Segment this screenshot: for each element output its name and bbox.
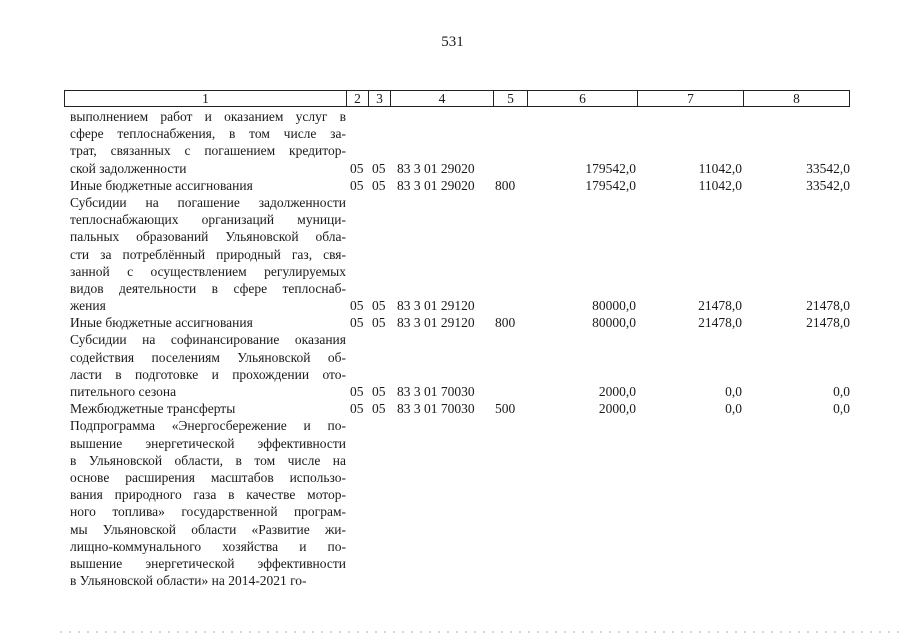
amount-col-7: 21478,0 (698, 298, 742, 314)
expense-type-code: 500 (495, 401, 516, 417)
row-name-line: видов деятельности в сфере теплоснаб- (70, 280, 346, 296)
row-name-line: лищно-коммунального хозяйства и по- (70, 538, 346, 554)
row-name-line: Иные бюджетные ассигнования (70, 315, 253, 331)
table-row (70, 177, 850, 194)
amount-col-8: 0,0 (833, 401, 850, 417)
row-name-line: содействия поселениям Ульяновской об- (70, 349, 346, 365)
table-row (70, 417, 850, 589)
header-col-3: 3 (368, 91, 390, 106)
row-name-line: ласти в подготовке и прохождении ото- (70, 366, 346, 382)
expense-type-code: 800 (495, 177, 516, 193)
section-code: 05 (350, 315, 364, 331)
subsection-code: 05 (372, 384, 386, 399)
target-article-code: 83 3 01 29120 (397, 315, 475, 331)
row-name-line: Межбюджетные трансферты (70, 401, 236, 417)
target-article-code: 83 3 01 29020 (397, 177, 475, 193)
header-col-5: 5 (493, 91, 527, 106)
header-col-6: 6 (527, 91, 637, 106)
expense-type-code: 800 (495, 315, 516, 331)
amount-col-8: 0,0 (833, 384, 850, 399)
row-values (70, 400, 850, 417)
row-name-line: теплоснабжающих организаций муници- (70, 212, 346, 228)
target-article-code: 83 3 01 70030 (397, 384, 475, 399)
table-body (70, 108, 850, 589)
amount-col-8: 21478,0 (806, 315, 850, 331)
header-col-1: 1 (202, 91, 209, 106)
table-row (70, 400, 850, 417)
amount-col-8: 33542,0 (806, 177, 850, 193)
row-name-line: трат, связанных с погашением кредитор- (70, 143, 346, 159)
page-number: 531 (441, 34, 464, 50)
target-article-code: 83 3 01 29020 (397, 160, 475, 176)
table-row (70, 314, 850, 331)
row-values (70, 160, 850, 177)
row-name-line: Иные бюджетные ассигнования (70, 177, 253, 193)
row-name-line: в Ульяновской области, в том числе на (70, 452, 346, 468)
table-row (70, 108, 850, 177)
target-article-code: 83 3 01 70030 (397, 401, 475, 417)
amount-col-7: 0,0 (725, 384, 742, 399)
amount-col-8: 33542,0 (806, 160, 850, 176)
row-name-line: занной с осуществлением регулируемых (70, 263, 346, 279)
table-row (70, 331, 850, 400)
row-values (70, 177, 850, 194)
header-col-8: 8 (743, 91, 849, 106)
row-name-line: мы Ульяновской области «Развитие жи- (70, 521, 346, 537)
row-name-line: вышение энергетической эффективности (70, 555, 346, 571)
amount-col-6: 80000,0 (592, 315, 636, 331)
subsection-code: 05 (372, 160, 386, 176)
row-name-line: ской задолженности (70, 160, 187, 176)
section-code: 05 (350, 384, 364, 399)
target-article-code: 83 3 01 29120 (397, 298, 475, 314)
row-name-line: пительного сезона (70, 384, 177, 399)
row-name-line: основе расширения масштабов использо- (70, 469, 346, 485)
row-name-line: вышение энергетической эффективности (70, 435, 346, 451)
amount-col-7: 0,0 (725, 401, 742, 417)
subsection-code: 05 (372, 298, 386, 314)
amount-col-6: 2000,0 (598, 384, 636, 399)
section-code: 05 (350, 160, 364, 176)
subsection-code: 05 (372, 177, 386, 193)
amount-col-7: 21478,0 (698, 315, 742, 331)
header-col-7: 7 (637, 91, 743, 106)
row-name-line: пальных образований Ульяновской обла- (70, 229, 346, 245)
amount-col-6: 179542,0 (585, 160, 636, 176)
row-name-line: Субсидии на погашение задолженности (70, 194, 346, 210)
amount-col-6: 2000,0 (598, 401, 636, 417)
header-col-4: 4 (390, 91, 493, 106)
row-name-line: сфере теплоснабжения, в том числе за- (70, 126, 346, 142)
subsection-code: 05 (372, 401, 386, 417)
header-col-2: 2 (346, 91, 368, 106)
scan-artifact (60, 631, 905, 633)
amount-col-7: 11042,0 (698, 177, 742, 193)
row-name-line: вания природного газа в качестве мотор- (70, 487, 346, 503)
amount-col-6: 80000,0 (592, 298, 636, 314)
section-code: 05 (350, 401, 364, 417)
amount-col-6: 179542,0 (585, 177, 636, 193)
row-name-line: сти за потреблённый природный газ, свя- (70, 246, 346, 262)
section-code: 05 (350, 298, 364, 314)
row-name-line: Подпрограмма «Энергосбережение и по- (70, 418, 346, 434)
row-name (70, 417, 346, 589)
row-name-line: ного топлива» государственной програм- (70, 504, 346, 520)
row-values (70, 572, 850, 589)
table-row (70, 194, 850, 314)
table-header (64, 90, 850, 107)
row-values (70, 297, 850, 314)
row-values (70, 383, 850, 400)
amount-col-8: 21478,0 (806, 298, 850, 314)
subsection-code: 05 (372, 315, 386, 331)
row-name-line: в Ульяновской области» на 2014-2021 го- (70, 573, 307, 589)
row-name-line: Субсидии на софинансирование оказания (70, 332, 346, 348)
amount-col-7: 11042,0 (698, 160, 742, 176)
row-name-line: выполнением работ и оказанием услуг в (70, 109, 346, 124)
row-name-line: жения (70, 298, 106, 314)
row-values (70, 314, 850, 331)
section-code: 05 (350, 177, 364, 193)
